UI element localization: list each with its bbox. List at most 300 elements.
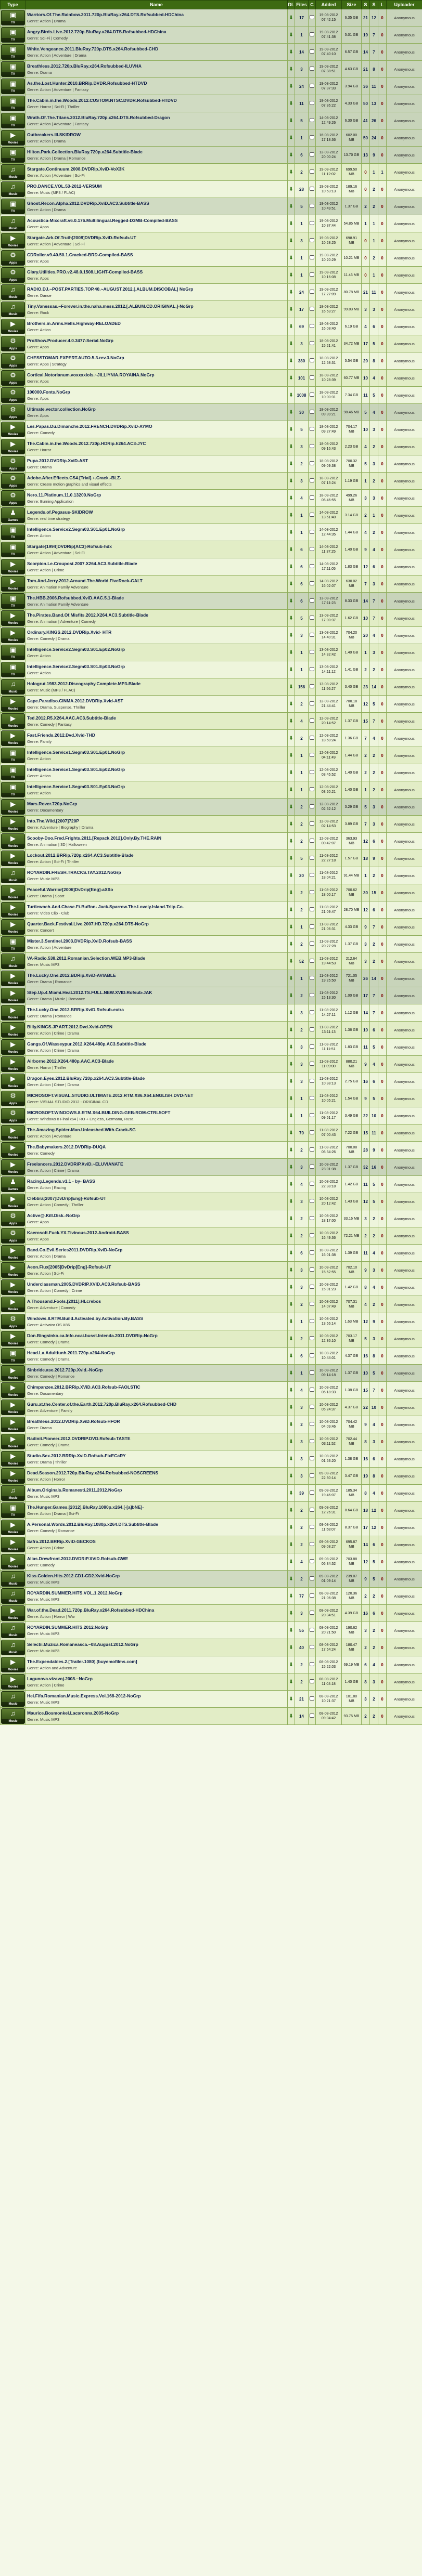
comment-icon[interactable] [310,667,314,671]
files-count[interactable]: 17 [295,301,309,318]
leechers-count[interactable]: 0 [378,764,387,781]
snatched-count[interactable]: 10 [362,1365,370,1382]
category-icon[interactable]: ▣ TV [1,79,25,94]
seeders-count[interactable]: 2 [370,1622,378,1639]
torrent-name-link[interactable]: Active@.Kill.Disk.-NoGrp [27,1213,80,1218]
files-count[interactable]: 1 [295,250,309,267]
category-icon[interactable]: ▶ Movies [1,610,25,626]
category-icon[interactable]: ▣ TV [1,542,25,557]
torrent-name-link[interactable]: Alias.Drewfront.2012.DVDRiP.XViD.Rofsub-GWE [27,1556,129,1561]
leechers-count[interactable]: 0 [378,387,387,404]
files-count[interactable]: 3 [295,1056,309,1073]
comment-icon[interactable] [310,1027,314,1031]
category-icon[interactable]: ▶ Movies [1,1365,25,1381]
snatched-count[interactable]: 7 [362,576,370,593]
category-icon[interactable]: ▶ Movies [1,799,25,815]
leechers-count[interactable]: 0 [378,1313,387,1330]
snatched-count[interactable]: 6 [362,1656,370,1673]
files-count[interactable]: 4 [295,1382,309,1399]
torrent-name-link[interactable]: Radinit.Pioneer.2012.DVDRIP.DVD.Rofsub-TASTE [27,1436,131,1441]
torrent-name-link[interactable]: Nero.11.Platinum.11.0.13200.NoGrp [27,492,101,498]
torrent-name-link[interactable]: Studio.Sex.2012.BRRip.XviD.Rofsub-FixECaRY [27,1453,126,1458]
download-arrow-icon[interactable]: ⬇ [289,1610,293,1616]
category-icon[interactable]: ▶ Movies [1,1074,25,1089]
download-arrow-icon[interactable]: ⬇ [289,1404,293,1410]
snatched-count[interactable]: 50 [362,129,370,147]
files-count[interactable]: 6 [295,1245,309,1262]
seeders-count[interactable]: 14 [370,678,378,696]
seeders-count[interactable]: 1 [370,507,378,524]
seeders-count[interactable]: 6 [370,318,378,335]
seeders-count[interactable]: 3 [370,301,378,318]
seeders-count[interactable]: 8 [370,1348,378,1365]
download-arrow-icon[interactable]: ⬇ [289,855,293,861]
download-arrow-icon[interactable]: ⬇ [289,598,293,604]
leechers-count[interactable]: 0 [378,901,387,919]
comment-icon[interactable] [310,1525,314,1529]
seeders-count[interactable]: 4 [370,1656,378,1673]
download-arrow-icon[interactable]: ⬇ [289,443,293,450]
download-arrow-icon[interactable]: ⬇ [289,392,293,398]
download-arrow-icon[interactable]: ⬇ [289,15,293,21]
leechers-count[interactable]: 0 [378,1450,387,1468]
download-arrow-icon[interactable]: ⬇ [289,1696,293,1702]
category-icon[interactable]: ♫ Music [1,1485,25,1501]
snatched-count[interactable]: 9 [362,1571,370,1588]
seeders-count[interactable]: 7 [370,593,378,610]
download-arrow-icon[interactable]: ⬇ [289,941,293,947]
torrent-name-link[interactable]: Breathless.2012.720p.BluRay.x264.Rofsubbed-ILUVHA [27,63,142,69]
leechers-count[interactable]: 0 [378,490,387,507]
seeders-count[interactable]: 13 [370,95,378,112]
seeders-count[interactable]: 1 [370,215,378,232]
comment-icon[interactable] [310,821,314,826]
download-arrow-icon[interactable]: ⬇ [289,907,293,913]
leechers-count[interactable]: 0 [378,816,387,833]
torrent-name-link[interactable]: Step.Up.4.Miami.Heat.2012.TS.FULL.NEW.XVID.Rofsub-JAK [27,990,152,995]
torrent-name-link[interactable]: Gangs.Of.Wasseypur.2012.X264.480p.AC3.Subtitle-Blade [27,1041,147,1047]
torrent-name-link[interactable]: The.Cabin.in.the.Woods.2012.720p.HDRip.h264.AC3-JYC [27,441,146,446]
category-icon[interactable]: ▶ Movies [1,559,25,574]
download-arrow-icon[interactable]: ⬇ [289,684,293,690]
seeders-count[interactable]: 2 [370,953,378,970]
files-count[interactable]: 2 [295,1022,309,1039]
snatched-count[interactable]: 14 [362,593,370,610]
snatched-count[interactable]: 30 [362,884,370,901]
torrent-name-link[interactable]: Intelligence.Service1.Segm03.S01.Ep01.NoGrp [27,750,125,755]
download-arrow-icon[interactable]: ⬇ [289,1576,293,1582]
snatched-count[interactable]: 14 [362,1536,370,1553]
seeders-count[interactable]: 3 [370,644,378,661]
snatched-count[interactable]: 3 [362,1622,370,1639]
snatched-count[interactable]: 14 [362,44,370,61]
files-count[interactable]: 2 [295,1502,309,1519]
comment-icon[interactable] [310,1559,314,1563]
category-icon[interactable]: ⚙ Apps [1,1091,25,1106]
seeders-count[interactable]: 2 [370,747,378,764]
files-count[interactable]: 30 [295,404,309,421]
torrent-name-link[interactable]: Les.Papas.Du.Dimanche.2012.FRENCH.DVDRip.XviD-AYMO [27,424,152,429]
leechers-count[interactable]: 0 [378,95,387,112]
comment-icon[interactable] [310,15,314,19]
leechers-count[interactable]: 0 [378,1348,387,1365]
leechers-count[interactable]: 0 [378,1553,387,1571]
download-arrow-icon[interactable]: ⬇ [289,1284,293,1290]
category-icon[interactable]: ▶ Movies [1,988,25,1003]
download-arrow-icon[interactable]: ⬇ [289,1713,293,1719]
category-icon[interactable]: ▶ Movies [1,971,25,986]
leechers-count[interactable]: 0 [378,1245,387,1262]
category-icon[interactable]: ♫ Music [1,679,25,695]
download-arrow-icon[interactable]: ⬇ [289,1456,293,1462]
torrent-name-link[interactable]: ROYARDIN.SUMMER.HITS.2012.NoGrp [27,1625,109,1630]
seeders-count[interactable]: 2 [370,936,378,953]
snatched-count[interactable]: 5 [362,799,370,816]
download-arrow-icon[interactable]: ⬇ [289,220,293,227]
download-arrow-icon[interactable]: ⬇ [289,1644,293,1651]
leechers-count[interactable]: 0 [378,1365,387,1382]
snatched-count[interactable]: 8 [362,1279,370,1296]
snatched-count[interactable]: 32 [362,1159,370,1176]
snatched-count[interactable]: 10 [362,610,370,627]
comment-icon[interactable] [310,873,314,877]
leechers-count[interactable]: 0 [378,799,387,816]
files-count[interactable]: 101 [295,370,309,387]
comment-icon[interactable] [310,1267,314,1272]
torrent-name-link[interactable]: Lagunova.vizavoj.2008.~NoGrp [27,1676,93,1681]
seeders-count[interactable]: 9 [370,1142,378,1159]
snatched-count[interactable]: 18 [362,850,370,867]
col-files[interactable]: Files [295,1,309,9]
seeders-count[interactable]: 6 [370,1022,378,1039]
seeders-count[interactable]: 5 [370,387,378,404]
category-icon[interactable]: ▶ Movies [1,1468,25,1484]
files-count[interactable]: 156 [295,678,309,696]
snatched-count[interactable]: 3 [362,936,370,953]
download-arrow-icon[interactable]: ⬇ [289,135,293,141]
seeders-count[interactable]: 7 [370,1004,378,1022]
seeders-count[interactable]: 8 [370,1468,378,1485]
seeders-count[interactable]: 10 [370,1107,378,1124]
leechers-count[interactable]: 0 [378,1571,387,1588]
torrent-name-link[interactable]: Outbreakers.III.SKIDROW [27,132,81,137]
seeders-count[interactable]: 4 [370,1245,378,1262]
snatched-count[interactable]: 9 [362,1090,370,1107]
seeders-count[interactable]: 2 [370,250,378,267]
comment-icon[interactable] [310,1576,314,1580]
leechers-count[interactable]: 0 [378,267,387,284]
comment-icon[interactable] [310,581,314,585]
files-count[interactable]: 3 [295,1605,309,1622]
torrent-name-link[interactable]: Scooby-Doo.Fred.Frights.2011.[Repack.2012].Only.By.THE.RAIN [27,835,162,841]
torrent-name-link[interactable]: Mars.Rover.720p.NoGrp [27,801,78,806]
seeders-count[interactable]: 15 [370,884,378,901]
snatched-count[interactable]: 12 [362,901,370,919]
download-arrow-icon[interactable]: ⬇ [289,1387,293,1393]
download-arrow-icon[interactable]: ⬇ [289,529,293,535]
leechers-count[interactable]: 0 [378,524,387,541]
comment-icon[interactable] [310,341,314,345]
comment-icon[interactable] [310,221,314,225]
seeders-count[interactable]: 8 [370,61,378,78]
files-count[interactable]: 20 [295,867,309,884]
download-arrow-icon[interactable]: ⬇ [289,1662,293,1668]
files-count[interactable]: 6 [295,576,309,593]
download-arrow-icon[interactable]: ⬇ [289,66,293,72]
category-icon[interactable]: ⚙ Apps [1,404,25,420]
leechers-count[interactable]: 0 [378,919,387,936]
seeders-count[interactable]: 12 [370,1519,378,1536]
comment-icon[interactable] [310,1010,314,1014]
leechers-count[interactable]: 0 [378,61,387,78]
category-icon[interactable]: ▶ Movies [1,1022,25,1038]
files-count[interactable]: 2 [295,884,309,901]
files-count[interactable]: 6 [295,147,309,164]
download-arrow-icon[interactable]: ⬇ [289,649,293,656]
snatched-count[interactable]: 16 [362,1348,370,1365]
snatched-count[interactable]: 21 [362,284,370,301]
snatched-count[interactable]: 10 [362,370,370,387]
leechers-count[interactable]: 0 [378,284,387,301]
download-arrow-icon[interactable]: ⬇ [289,1490,293,1496]
snatched-count[interactable]: 9 [362,1056,370,1073]
seeders-count[interactable]: 11 [370,284,378,301]
torrent-name-link[interactable]: Mister.3.Sentinel.2003.DVDRip.XviD.Rofsub-BASS [27,938,132,944]
files-count[interactable]: 2 [295,164,309,181]
category-icon[interactable]: ▶ Movies [1,1245,25,1261]
snatched-count[interactable]: 2 [362,661,370,678]
files-count[interactable]: 24 [295,284,309,301]
seeders-count[interactable]: 2 [370,1210,378,1227]
torrent-name-link[interactable]: Ghost.Recon.Alpha.2012.DVDRip.XviD.AC3.Subtitle-BASS [27,201,149,206]
download-arrow-icon[interactable]: ⬇ [289,992,293,999]
files-count[interactable]: 6 [295,1348,309,1365]
comment-icon[interactable] [310,1216,314,1220]
leechers-count[interactable]: 0 [378,1022,387,1039]
download-arrow-icon[interactable]: ⬇ [289,735,293,741]
seeders-count[interactable]: 3 [370,490,378,507]
seeders-count[interactable]: 2 [370,781,378,799]
leechers-count[interactable]: 0 [378,1605,387,1622]
files-count[interactable]: 3 [295,335,309,352]
comment-icon[interactable] [310,1199,314,1203]
leechers-count[interactable]: 0 [378,27,387,44]
category-icon[interactable]: ▣ TV [1,147,25,163]
torrent-name-link[interactable]: As.the.Lost.Hunter.2010.BRRip.DVDR.Rofsubbed-HTDVD [27,81,147,86]
leechers-count[interactable]: 0 [378,987,387,1004]
download-arrow-icon[interactable]: ⬇ [289,1473,293,1479]
comment-icon[interactable] [310,1302,314,1306]
comment-icon[interactable] [310,169,314,174]
comment-icon[interactable] [310,272,314,277]
torrent-name-link[interactable]: Ted.2012.R5.X264.AAC.AC3.Subtitle-Blade [27,715,116,721]
torrent-name-link[interactable]: Ordinary.KINGS.2012.DVDRip.Xvid- HTR [27,630,112,635]
category-icon[interactable]: ♫ Music [1,1571,25,1587]
torrent-name-link[interactable]: Guru.at.the.Center.of.the.Earth.2012.720p.BluRay.x264.Rofsubbed-CHD [27,1402,177,1407]
seeders-count[interactable]: 2 [370,473,378,490]
leechers-count[interactable]: 0 [378,1279,387,1296]
leechers-count[interactable]: 0 [378,850,387,867]
comment-icon[interactable] [310,495,314,500]
download-arrow-icon[interactable]: ⬇ [289,358,293,364]
category-icon[interactable]: ♫ Music [1,284,25,300]
leechers-count[interactable]: 0 [378,627,387,644]
category-icon[interactable]: ▣ TV [1,662,25,677]
leechers-count[interactable]: 0 [378,438,387,455]
comment-icon[interactable] [310,1079,314,1083]
col-added[interactable]: Added [316,1,342,9]
download-arrow-icon[interactable]: ⬇ [289,409,293,415]
col-leechers[interactable]: L [378,1,387,9]
files-count[interactable]: 3 [295,232,309,250]
files-count[interactable]: 2 [295,455,309,473]
files-count[interactable]: 2 [295,1673,309,1691]
leechers-count[interactable]: 0 [378,318,387,335]
col-size[interactable]: Size [342,1,362,9]
seeders-count[interactable]: 16 [370,1159,378,1176]
files-count[interactable]: 3 [295,473,309,490]
files-count[interactable]: 4 [295,1553,309,1571]
torrent-name-link[interactable]: Dragon.Eyes.2012.BluRay.720p.x264.AC3.Subtitle-Blade [27,1076,145,1081]
torrent-name-link[interactable]: The.Pirates.Band.Of.Misfits.2012.X264.AC3.Subtitle-Blade [27,612,148,618]
comment-icon[interactable] [310,1370,314,1375]
leechers-count[interactable]: 0 [378,1210,387,1227]
seeders-count[interactable]: 2 [370,867,378,884]
category-icon[interactable]: ⚙ Apps [1,353,25,369]
category-icon[interactable]: ▶ Movies [1,902,25,918]
download-arrow-icon[interactable]: ⬇ [289,1095,293,1102]
comment-icon[interactable] [310,650,314,654]
comment-icon[interactable] [310,1679,314,1683]
files-count[interactable]: 3 [295,1193,309,1210]
snatched-count[interactable]: 1 [362,215,370,232]
seeders-count[interactable]: 3 [370,455,378,473]
torrent-name-link[interactable]: Acoustica-Mixcraft.v6.0.176.Multilingual.Regged-D3MB-Compiled-BASS [27,218,178,223]
seeders-count[interactable]: 11 [370,1124,378,1142]
snatched-count[interactable]: 14 [362,1004,370,1022]
leechers-count[interactable]: 0 [378,44,387,61]
files-count[interactable]: 3 [295,438,309,455]
files-count[interactable]: 2 [295,1330,309,1348]
leechers-count[interactable]: 0 [378,1433,387,1450]
leechers-count[interactable]: 0 [378,1107,387,1124]
leechers-count[interactable]: 0 [378,9,387,27]
torrent-name-link[interactable]: Cortical.Notorianum.voxxxxiols.~JILLIYNIA.ROYAINA.NoGrp [27,372,155,377]
download-arrow-icon[interactable]: ⬇ [289,890,293,896]
comment-icon[interactable] [310,924,314,929]
torrent-name-link[interactable]: White.Vengeance.2011.BluRay.720p.DTS.x264.Rofsubbed-CHD [27,46,159,51]
category-icon[interactable]: ⚙ Apps [1,267,25,283]
download-arrow-icon[interactable]: ⬇ [289,1679,293,1685]
category-icon[interactable]: ▶ Movies [1,1382,25,1398]
comment-icon[interactable] [310,1662,314,1666]
leechers-count[interactable]: 0 [378,1502,387,1519]
seeders-count[interactable]: 2 [370,438,378,455]
seeders-count[interactable]: 5 [370,1193,378,1210]
files-count[interactable]: 5 [295,850,309,867]
files-count[interactable]: 3 [295,1039,309,1056]
comment-icon[interactable] [310,358,314,362]
download-arrow-icon[interactable]: ⬇ [289,186,293,192]
category-icon[interactable]: ⚙ Apps [1,1108,25,1123]
comment-icon[interactable] [310,1165,314,1169]
files-count[interactable]: 3 [295,1073,309,1090]
snatched-count[interactable]: 0 [362,164,370,181]
files-count[interactable]: 1 [295,644,309,661]
snatched-count[interactable]: 11 [362,1176,370,1193]
files-count[interactable]: 5 [295,610,309,627]
torrent-name-link[interactable]: Ultimate.vector.collection.NoGrp [27,407,96,412]
files-count[interactable]: 55 [295,1622,309,1639]
category-icon[interactable]: ▣ TV [1,782,25,797]
download-arrow-icon[interactable]: ⬇ [289,1010,293,1016]
torrent-name-link[interactable]: Stargate.Ark.Of.Truth[2008]DVDRip.XviD-Rofsub-UT [27,235,136,240]
download-arrow-icon[interactable]: ⬇ [289,1198,293,1205]
download-arrow-icon[interactable]: ⬇ [289,581,293,587]
download-arrow-icon[interactable]: ⬇ [289,100,293,107]
seeders-count[interactable]: 5 [370,335,378,352]
seeders-count[interactable]: 6 [370,1450,378,1468]
seeders-count[interactable]: 6 [370,1073,378,1090]
leechers-count[interactable]: 0 [378,1330,387,1348]
seeders-count[interactable]: 3 [370,576,378,593]
snatched-count[interactable]: 18 [362,1502,370,1519]
comment-icon[interactable] [310,67,314,71]
seeders-count[interactable]: 4 [370,730,378,747]
files-count[interactable]: 52 [295,953,309,970]
seeders-count[interactable]: 8 [370,352,378,370]
seeders-count[interactable]: 3 [370,1673,378,1691]
files-count[interactable]: 1 [295,507,309,524]
leechers-count[interactable]: 0 [378,661,387,678]
comment-icon[interactable] [310,1542,314,1546]
snatched-count[interactable]: 2 [362,507,370,524]
download-arrow-icon[interactable]: ⬇ [289,1267,293,1273]
leechers-count[interactable]: 0 [378,507,387,524]
snatched-count[interactable]: 36 [362,78,370,95]
torrent-name-link[interactable]: Don.Bingsinko.ca.Info.ncai.busst.Intenda.2011.DVDRip-NoGrp [27,1333,158,1338]
download-arrow-icon[interactable]: ⬇ [289,564,293,570]
category-icon[interactable]: ▣ TV [1,765,25,780]
torrent-name-link[interactable]: Hei.Fifa.Romanian.Music.Express.Vol.168-2012-NoGrp [27,1693,141,1698]
leechers-count[interactable]: 0 [378,1073,387,1090]
category-icon[interactable]: ⚙ Apps [1,473,25,489]
download-arrow-icon[interactable]: ⬇ [289,1027,293,1033]
torrent-name-link[interactable]: ProShow.Producer.4.0.3477-Serial.NoGrp [27,338,113,343]
files-count[interactable]: 3 [295,1279,309,1296]
seeders-count[interactable]: 3 [370,816,378,833]
download-arrow-icon[interactable]: ⬇ [289,752,293,759]
leechers-count[interactable]: 0 [378,1159,387,1176]
torrent-name-link[interactable]: Band.Co.Evil.Series2011.DVDRip.XviD-NoGrp [27,1247,123,1252]
category-icon[interactable]: ⚙ Apps [1,1228,25,1244]
comment-icon[interactable] [310,393,314,397]
comment-icon[interactable] [310,1456,314,1460]
files-count[interactable]: 2 [295,730,309,747]
seeders-count[interactable]: 2 [370,1227,378,1245]
comment-icon[interactable] [310,1490,314,1495]
snatched-count[interactable]: 2 [362,1639,370,1656]
category-icon[interactable]: ▣ TV [1,593,25,609]
download-arrow-icon[interactable]: ⬇ [289,289,293,295]
seeders-count[interactable]: 5 [370,1365,378,1382]
torrent-name-link[interactable]: A.Personal.Words.2012.BluRay.1080p.x264.DTS.Subtitle-Blade [27,1522,158,1527]
comment-icon[interactable] [310,444,314,448]
seeders-count[interactable]: 6 [370,901,378,919]
leechers-count[interactable]: 0 [378,1227,387,1245]
comment-icon[interactable] [310,839,314,843]
seeders-count[interactable]: 7 [370,987,378,1004]
